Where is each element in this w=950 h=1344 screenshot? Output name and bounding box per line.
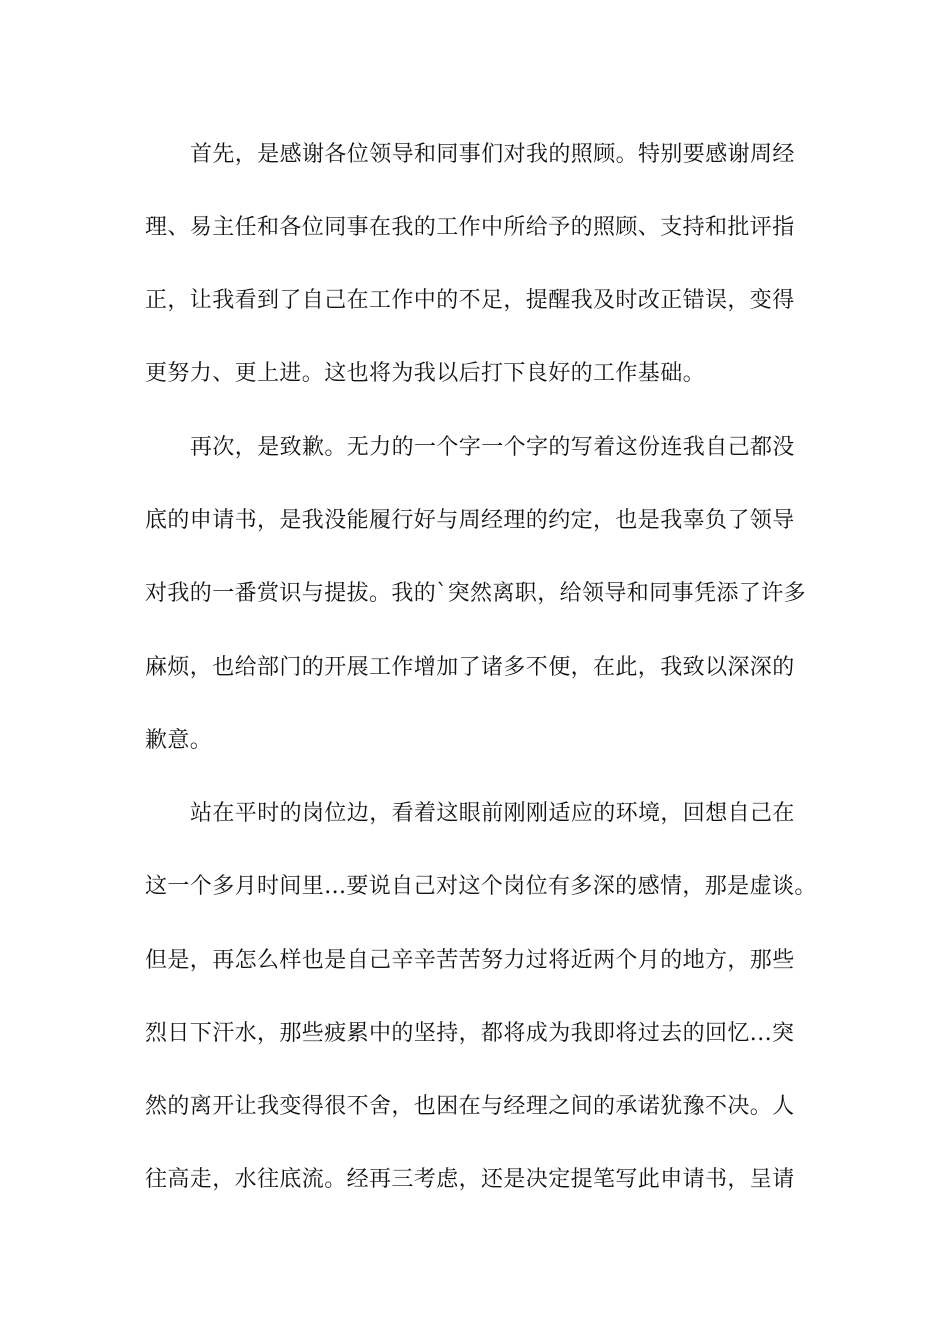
paragraph-2-line-5: 歉意。 bbox=[145, 728, 213, 753]
paragraph-2-line-4: 麻烦，也给部门的开展工作增加了诸多不便，在此，我致以深深的 bbox=[145, 655, 795, 680]
paragraph-2-line-3: 对我的一番赏识与提拔。我的`突然离职，给领导和同事凭添了许多 bbox=[145, 581, 807, 606]
paragraph-2-line-1: 再次，是致歉。无力的一个字一个字的写着这份连我自己都没 bbox=[190, 435, 795, 460]
paragraph-3-line-3: 但是，再怎么样也是自己辛辛苦苦努力过将近两个月的地方，那些 bbox=[145, 948, 795, 973]
paragraph-1-line-1: 首先，是感谢各位领导和同事们对我的照顾。特别要感谢周经 bbox=[190, 142, 795, 167]
paragraph-3-line-1: 站在平时的岗位边，看着这眼前刚刚适应的环境，回想自己在 bbox=[190, 801, 795, 826]
paragraph-3-line-4: 烈日下汗水，那些疲累中的坚持，都将成为我即将过去的回忆...突 bbox=[145, 1021, 795, 1046]
paragraph-3-line-6: 往高走，水往底流。经再三考虑，还是决定提笔写此申请书，呈请 bbox=[145, 1167, 795, 1192]
paragraph-2-line-2: 底的申请书，是我没能履行好与周经理的约定，也是我辜负了领导 bbox=[145, 508, 795, 533]
paragraph-3-line-2: 这一个多月时间里...要说自己对这个岗位有多深的感情，那是虚谈。 bbox=[145, 874, 817, 899]
paragraph-3-line-5: 然的离开让我变得很不舍，也困在与经理之间的承诺犹豫不决。人 bbox=[145, 1094, 795, 1119]
paragraph-1-line-3: 正，让我看到了自己在工作中的不足，提醒我及时改正错误，变得 bbox=[145, 288, 795, 313]
paragraph-1-line-2: 理、易主任和各位同事在我的工作中所给予的照顾、支持和批评指 bbox=[145, 215, 795, 240]
paragraph-1-line-4: 更努力、更上进。这也将为我以后打下良好的工作基础。 bbox=[145, 361, 706, 386]
